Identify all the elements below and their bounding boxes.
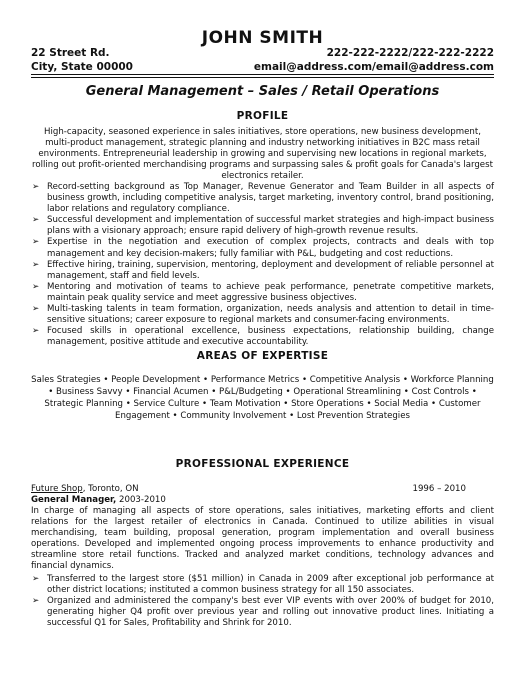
list-item: ➢ Mentoring and motivation of teams to achieve peak performance, penetrate competitive markets, maintain peak quality service and meet aggressive business objectives. — [32, 281, 494, 303]
candidate-name: JOHN SMITH — [201, 28, 324, 48]
address-line-2: City, State 00000 — [31, 61, 133, 73]
expertise-heading: AREAS OF EXPERTISE — [196, 350, 329, 362]
job-header — [31, 484, 494, 495]
job-title: General Manager, — [31, 495, 117, 505]
list-item: ➢ Successful development and implementation of successful market strategies and high-impact business plans with a visionary approach; ensure rapid delivery of high-growth revenue results. — [32, 215, 494, 237]
arrow-bullet-icon: ➢ — [32, 215, 40, 226]
job-title-dates: 2003-2010 — [116, 495, 166, 505]
email-addresses: email@address.com/email@address.com — [253, 61, 494, 73]
job-title-line — [31, 495, 166, 506]
resume-headline: General Management – Sales / Retail Operations — [85, 84, 440, 99]
arrow-bullet-icon: ➢ — [32, 182, 40, 192]
address-block — [31, 46, 133, 74]
address-line-1: 22 Street Rd. — [31, 47, 110, 59]
list-item: ➢ Multi-tasking talents in team formation, organization, needs analysis and attention to detail in time-sensitive situations; career exposure to regional markets and consumer-facing environments. — [32, 304, 494, 326]
profile-summary: High-capacity, seasoned experience in sales initiatives, store operations, new business development, multi-product management, strategic planning and industry networking initiatives in B2C mass retail environments. Entrepreneurial leadership in growing and supervising new locations in regional markets, rolling out profit-oriented merchandising programs and surpassing sales & profit goals for Canada's largest electronics retailer. — [32, 127, 493, 182]
contact-block — [254, 46, 494, 74]
arrow-bullet-icon: ➢ — [32, 304, 40, 315]
arrow-bullet-icon: ➢ — [32, 281, 40, 292]
arrow-bullet-icon: ➢ — [32, 574, 40, 584]
arrow-bullet-icon: ➢ — [32, 237, 40, 248]
list-item: ➢ Record-setting background as Top Manager, Revenue Generator and Team Builder in all aspects of business growth, including competitive analysis, target marketing, inventory control, brand positioning, labor relations and regulatory compliance. — [32, 182, 494, 215]
list-item: ➢ Expertise in the negotiation and execution of complex projects, contracts and deals with top management and key decision-makers; fully familiar with P&L, budgeting and cost reductions. — [32, 237, 494, 259]
arrow-bullet-icon: ➢ — [32, 259, 40, 270]
company-location: , Toronto, ON — [82, 484, 139, 494]
profile-bullets — [31, 182, 494, 348]
employment-dates: 1996 – 2010 — [412, 484, 466, 494]
list-item: ➢ Organized and administered the company's best ever VIP events with over 200% of budget for 2010, generating higher Q4 profit over previous year and rolling out innovative product lines. Initiating a successful Q1 for Sales, Profitability and Shrink for 2010. — [32, 596, 494, 629]
profile-heading: PROFILE — [236, 110, 289, 122]
arrow-bullet-icon: ➢ — [32, 596, 40, 607]
company-name: Future Shop — [31, 484, 83, 494]
list-item: ➢ Effective hiring, training, supervision, mentoring, deployment and development of reliable personnel at management, staff and field levels. — [32, 259, 494, 281]
list-item: ➢ Transferred to the largest store ($51 million) in Canada in 2009 after exceptional job performance at other district locations; instituted a common business strategy for all 150 associates. — [32, 574, 494, 596]
arrow-bullet-icon: ➢ — [32, 326, 40, 337]
phone-numbers: 222-222-2222/222-222-2222 — [326, 47, 494, 59]
experience-heading: PROFESSIONAL EXPERIENCE — [175, 458, 350, 470]
job-bullets — [31, 574, 494, 629]
job-summary: In charge of managing all aspects of store operations, sales initiatives, marketing efforts and client relations for the largest retailer of electronics in Canada. Continued to utilize abilities in visual merchandising, team building, proposal generation, program implementation and overall business operations. Developed and implemented ongoing process improvements to enhance productivity and streamline store retail functions. Tracked and analyzed market conditions, technology advances and financial dynamics. — [31, 506, 494, 572]
expertise-list: Sales Strategies • People Development • Performance Metrics • Competitive Analysis • Workforce Planning • Business Savvy • Financial Acumen • P&L/Budgeting • Operational Streamlining • Cost Controls • Strategic Planning • Service Culture • Team Motivation • Store Operations • Social Media • Customer Engagement • Community Involvement • Lost Prevention Strategies — [31, 375, 494, 421]
header-divider-bottom — [31, 77, 494, 78]
header-divider-top — [31, 74, 494, 75]
list-item: ➢ Focused skills in operational excellence, business expectations, relationship building, change management, positive attitude and executive accountability. — [32, 326, 494, 348]
